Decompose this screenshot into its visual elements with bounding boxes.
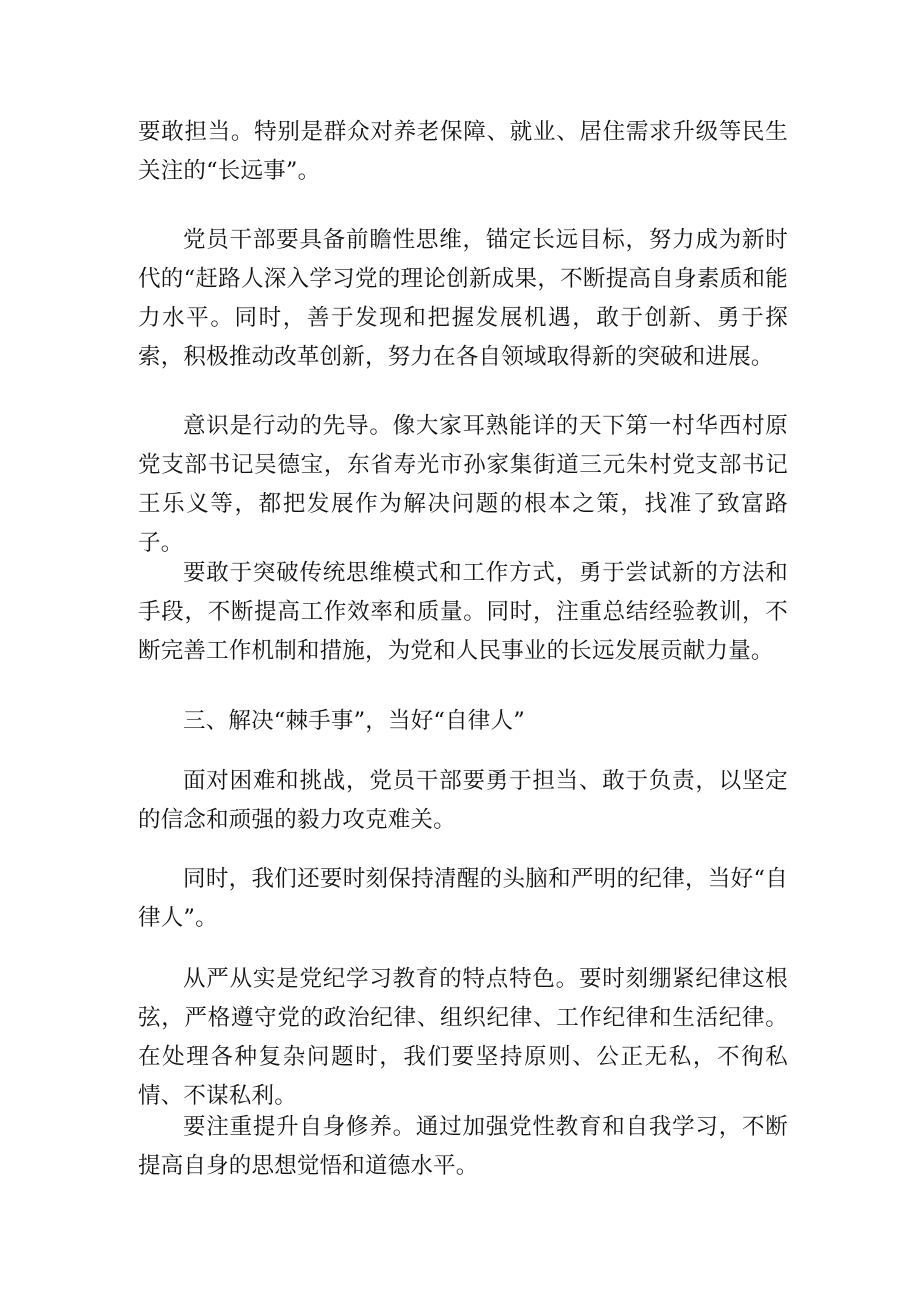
paragraph-awareness: 意识是行动的先导。像大家耳熟能详的天下第一村华西村原党支部书记吴德宝，东省寿光市孙家集街道三元朱村党支部书记王乐义等，都把发展作为解决问题的根本之策，找准了致富路子。 [138,413,788,556]
section-heading-three: 三、解决“棘手事”，当好“自律人” [183,708,525,734]
paragraph-breakthrough: 要敢于突破传统思维模式和工作方式，勇于尝试新的方法和手段，不断提高工作效率和质量。同时，注重总结经验教训，不断完善工作机制和措施，为党和人民事业的长远发展贡献力量。 [138,560,788,664]
paragraph-continuation: 要敢担当。特别是群众对养老保障、就业、居住需求升级等民生关注的“长远事”。 [138,119,788,184]
paragraph-strict-discipline: 从严从实是党纪学习教育的特点特色。要时刻绷紧纪律这根弦，严格遵守党的政治纪律、组织纪律、工作纪律和生活纪律。在处理各种复杂问题时，我们要坚持原则、公正无私，不徇私情、不谋私利。 [138,966,788,1109]
paragraph-difficulties: 面对困难和挑战，党员干部要勇于担当、敢于负责，以坚定的信念和顽强的毅力攻克难关。 [138,768,788,833]
paragraph-forward-thinking: 党员干部要具备前瞻性思维，锚定长远目标，努力成为新时代的“赶路人深入学习党的理论创新成果，不断提高自身素质和能力水平。同时，善于发现和把握发展机遇，敢于创新、勇于探索，积极推动改革创新，努力在各自领域取得新的突破和进展。 [138,227,788,370]
paragraph-self-discipline: 同时，我们还要时刻保持清醒的头脑和严明的纪律，当好“自律人”。 [138,866,788,931]
paragraph-self-cultivation: 要注重提升自身修养。通过加强党性教育和自我学习，不断提高自身的思想觉悟和道德水平。 [138,1114,788,1179]
